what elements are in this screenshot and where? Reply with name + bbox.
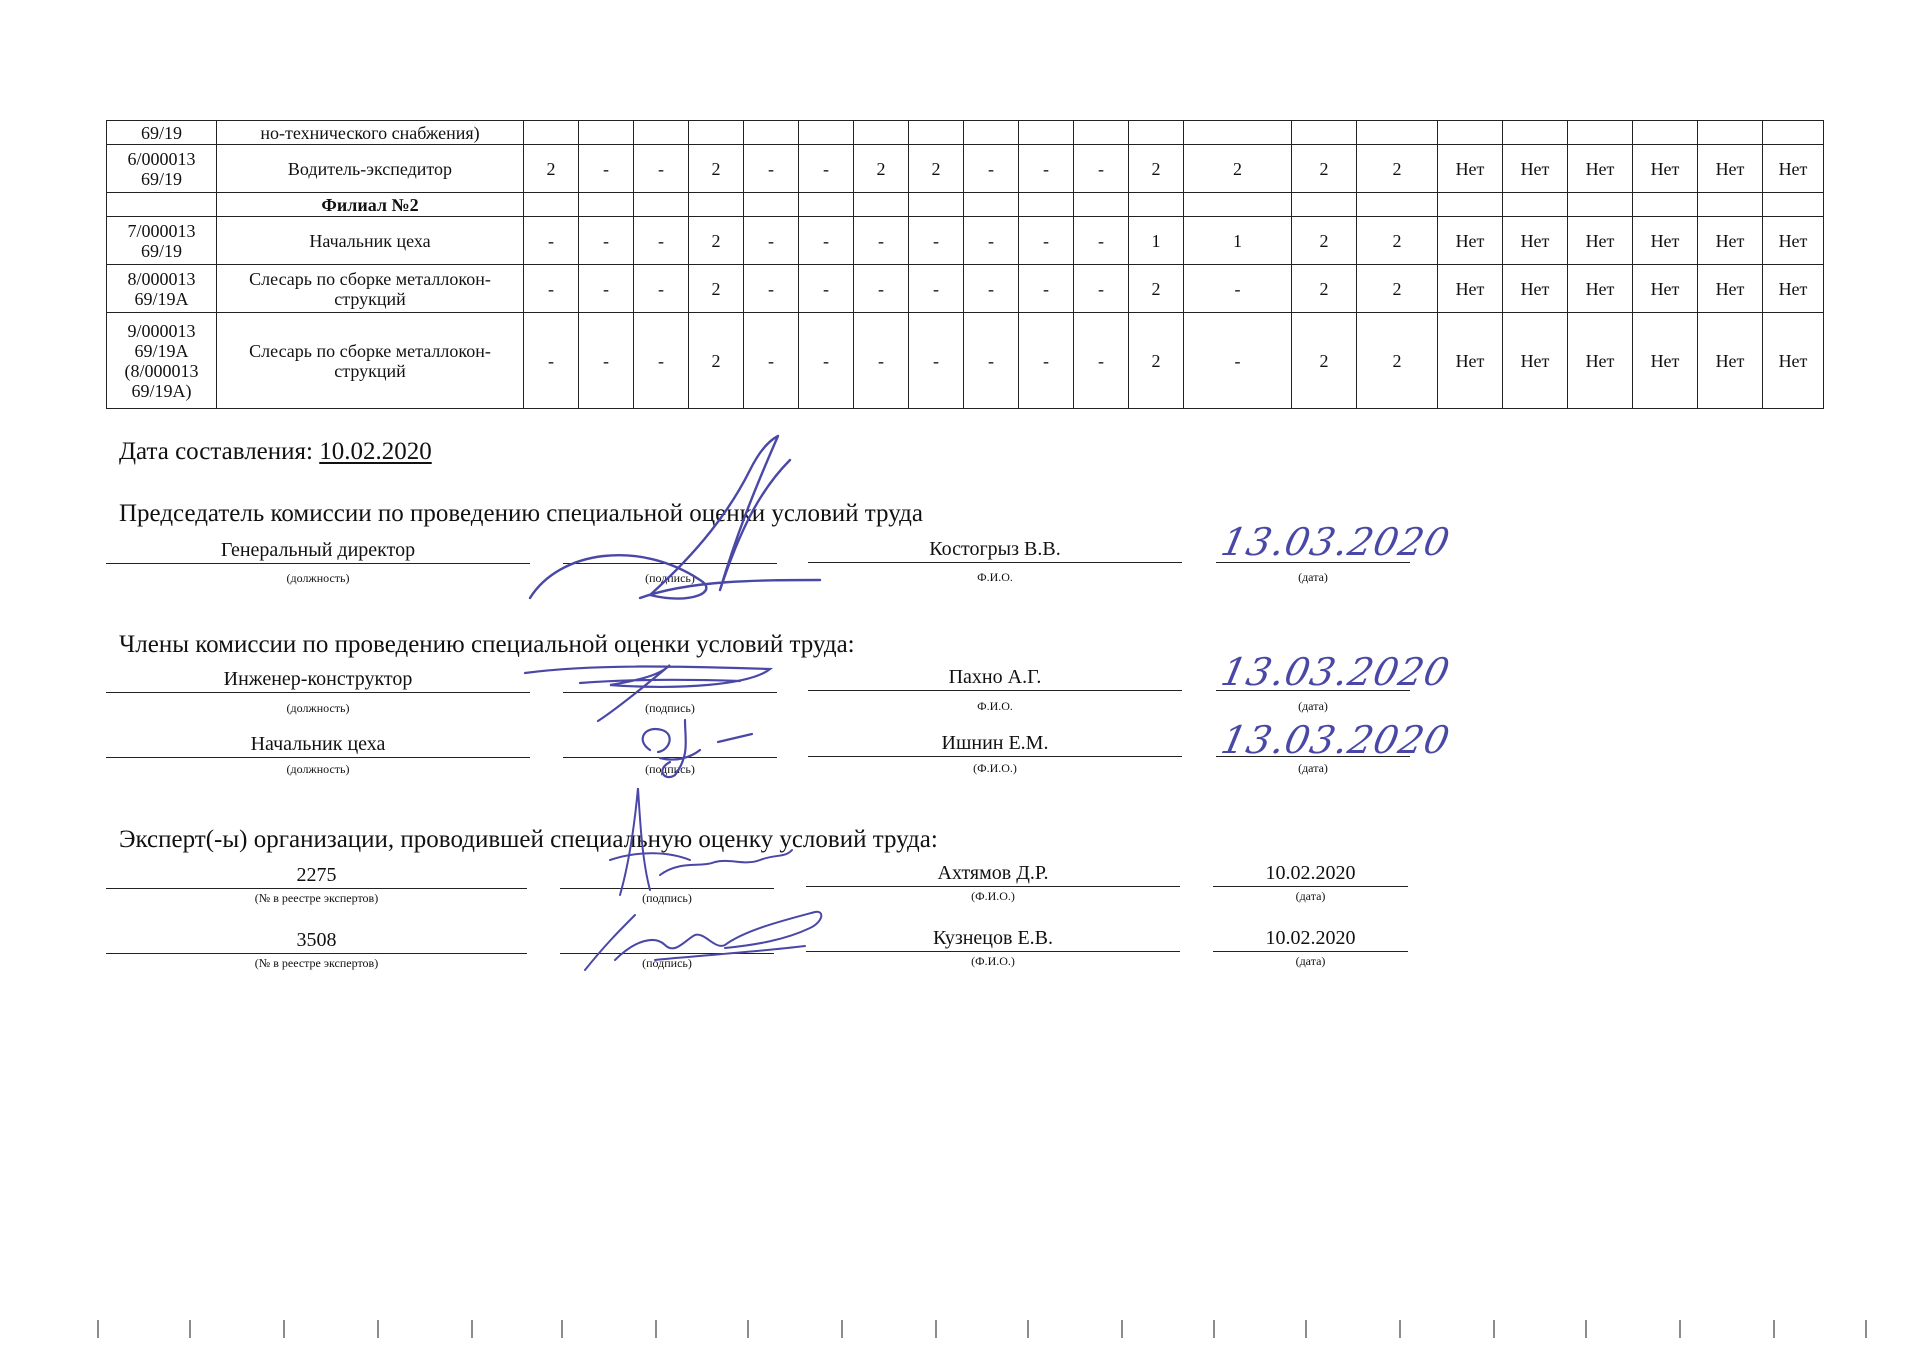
table-cell (1698, 193, 1763, 217)
table-cell (689, 121, 744, 145)
chairman-position-caption: (должность) (286, 571, 350, 585)
table-cell (854, 193, 909, 217)
table-cell (799, 121, 854, 145)
table-cell: Нет (1503, 265, 1568, 313)
member-2-date-caption: (дата) (1298, 761, 1328, 775)
table-cell: Нет (1503, 217, 1568, 265)
table-cell (1074, 193, 1129, 217)
table-cell (1763, 121, 1824, 145)
table-row (107, 217, 1824, 265)
table-cell: 2 (1357, 313, 1438, 409)
workplace-name: Слесарь по сборке металлокон- струкций (217, 265, 524, 313)
workplace-id: 8/000013 69/19А (107, 265, 217, 313)
member-1-position-caption: (должность) (286, 701, 350, 715)
table-cell: - (634, 217, 689, 265)
table-cell: - (579, 313, 634, 409)
table-cell: - (524, 265, 579, 313)
expert-2-date-line (1213, 951, 1408, 952)
table-cell: 2 (909, 145, 964, 193)
expert-2-signature (575, 900, 835, 975)
table-cell (579, 121, 634, 145)
workplace-name: Водитель-экспедитор (217, 145, 524, 193)
table-cell: - (799, 217, 854, 265)
table-cell (799, 193, 854, 217)
table-cell: - (909, 217, 964, 265)
member-1-date-caption: (дата) (1298, 699, 1328, 713)
table-cell (524, 121, 579, 145)
table-cell (1438, 193, 1503, 217)
workplace-name: Слесарь по сборке металлокон- струкций (217, 313, 524, 409)
table-cell: - (854, 217, 909, 265)
table-cell: - (1019, 313, 1074, 409)
table-cell (744, 121, 799, 145)
table-cell (1184, 121, 1292, 145)
workplace-id: 9/000013 69/19А (8/000013 69/19А) (107, 313, 217, 409)
table-cell: - (1074, 217, 1129, 265)
table-cell (1763, 193, 1824, 217)
table-cell (1019, 121, 1074, 145)
table-cell: - (1019, 217, 1074, 265)
member-1-name-caption: Ф.И.О. (977, 699, 1013, 713)
members-heading: Члены комиссии по проведению специальной оценки условий труда: (119, 631, 855, 658)
compile-date-value: 10.02.2020 (319, 438, 432, 465)
table-cell: - (744, 145, 799, 193)
table-cell (854, 121, 909, 145)
expert-2-name-line (806, 951, 1180, 952)
table-cell (1438, 121, 1503, 145)
table-cell: - (524, 217, 579, 265)
table-cell (634, 193, 689, 217)
member-1-position: Инженер-конструктор (223, 668, 413, 690)
assessment-table (106, 120, 1824, 409)
table-cell: 2 (1184, 145, 1292, 193)
table-cell (1184, 193, 1292, 217)
member-2-name: Ишнин Е.М. (941, 732, 1049, 754)
table-cell (1633, 193, 1698, 217)
table-cell: - (744, 217, 799, 265)
compile-date-label: Дата составления: (119, 438, 313, 465)
table-cell (1503, 193, 1568, 217)
member-1-name: Пахно А.Г. (948, 666, 1042, 688)
table-cell: - (579, 217, 634, 265)
member-1-handwritten-date: 13.03.2020 (1217, 650, 1455, 694)
table-cell: 2 (1129, 265, 1184, 313)
compile-date (119, 438, 432, 466)
member-2-handwritten-date: 13.03.2020 (1217, 718, 1455, 762)
table-cell: - (744, 313, 799, 409)
expert-2-registry-line (106, 953, 527, 954)
table-cell: 2 (854, 145, 909, 193)
table-row (107, 313, 1824, 409)
expert-2-name: Кузнецов Е.В. (932, 927, 1054, 949)
table-cell: - (964, 145, 1019, 193)
table-cell (1292, 193, 1357, 217)
member-2-position: Начальник цеха (250, 733, 386, 755)
table-cell: 2 (1292, 217, 1357, 265)
table-cell: 2 (524, 145, 579, 193)
expert-1-name-line (806, 886, 1180, 887)
table-row (107, 265, 1824, 313)
table-cell (1074, 121, 1129, 145)
table-cell: - (799, 145, 854, 193)
table-cell (1292, 121, 1357, 145)
table-cell (1357, 121, 1438, 145)
table-cell: Нет (1698, 145, 1763, 193)
table-cell (1129, 121, 1184, 145)
table-cell: - (1184, 265, 1292, 313)
table-cell: 1 (1129, 217, 1184, 265)
table-cell (1698, 121, 1763, 145)
table-cell: Нет (1763, 217, 1824, 265)
table-cell: 2 (689, 265, 744, 313)
table-cell (1129, 193, 1184, 217)
table-cell: - (1019, 265, 1074, 313)
expert-1-date: 10.02.2020 (1265, 862, 1356, 884)
table-cell: - (964, 265, 1019, 313)
table-cell: - (854, 313, 909, 409)
member-1-name-line (808, 690, 1182, 691)
table-row (107, 121, 1824, 145)
table-cell: - (854, 265, 909, 313)
table-cell: Нет (1763, 313, 1824, 409)
table-cell: Нет (1438, 217, 1503, 265)
table-cell: 1 (1184, 217, 1292, 265)
expert-1-registry: 2275 (296, 864, 337, 886)
table-cell: - (1074, 313, 1129, 409)
table-cell: - (964, 217, 1019, 265)
chairman-heading: Председатель комиссии по проведению специальной оценки условий труда (119, 500, 923, 527)
table-cell (1568, 121, 1633, 145)
table-cell: 2 (1292, 265, 1357, 313)
member-2-position-line (106, 757, 530, 758)
table-cell: - (964, 313, 1019, 409)
table-cell: Нет (1503, 313, 1568, 409)
table-cell: Нет (1698, 265, 1763, 313)
table-cell (579, 193, 634, 217)
member-1-signature-caption: (подпись) (645, 701, 695, 715)
section-title: Филиал №2 (217, 193, 524, 217)
table-cell: - (1074, 265, 1129, 313)
table-cell: 2 (1292, 145, 1357, 193)
workplace-name: но-технического снабжения) (217, 121, 524, 145)
chairman-date-caption: (дата) (1298, 570, 1328, 584)
table-cell: - (634, 145, 689, 193)
table-cell: 2 (689, 313, 744, 409)
table-cell: 2 (689, 217, 744, 265)
scan-edge-marks (0, 1318, 1920, 1340)
table-cell (524, 193, 579, 217)
chairman-position: Генеральный директор (220, 539, 416, 561)
table-cell (1357, 193, 1438, 217)
table-cell: - (634, 313, 689, 409)
table-cell: 2 (1357, 265, 1438, 313)
table-cell (1503, 121, 1568, 145)
expert-1-signature (580, 780, 800, 900)
expert-2-date-caption: (дата) (1295, 954, 1326, 968)
member-2-signature-caption: (подпись) (645, 762, 695, 776)
workplace-id: 7/000013 69/19 (107, 217, 217, 265)
expert-1-signature-caption: (подпись) (642, 891, 692, 905)
table-cell: Нет (1633, 313, 1698, 409)
table-cell: Нет (1763, 265, 1824, 313)
member-2-name-line (808, 756, 1182, 757)
table-cell: - (634, 265, 689, 313)
table-cell: - (579, 145, 634, 193)
table-cell: - (744, 265, 799, 313)
table-section-row (107, 193, 1824, 217)
table-cell (1633, 121, 1698, 145)
table-cell: Нет (1568, 217, 1633, 265)
workplace-name: Начальник цеха (217, 217, 524, 265)
table-cell: 2 (1129, 313, 1184, 409)
member-2-name-caption: (Ф.И.О.) (973, 761, 1017, 775)
table-cell: Нет (1633, 217, 1698, 265)
chairman-name: Костогрыз В.В. (929, 538, 1061, 560)
table-cell: Нет (1633, 265, 1698, 313)
expert-2-registry-caption: (№ в реестре экспертов) (254, 956, 379, 970)
member-2-signature (630, 710, 770, 785)
table-cell (634, 121, 689, 145)
chairman-signature-caption: (подпись) (645, 571, 695, 585)
table-cell: Нет (1568, 265, 1633, 313)
chairman-position-line (106, 563, 530, 564)
table-cell: - (799, 313, 854, 409)
table-cell: - (909, 265, 964, 313)
table-cell: Нет (1438, 265, 1503, 313)
table-cell (1019, 193, 1074, 217)
expert-2-signature-caption: (подпись) (642, 956, 692, 970)
expert-1-name-caption: (Ф.И.О.) (971, 889, 1015, 903)
table-cell: Нет (1503, 145, 1568, 193)
experts-heading: Эксперт(-ы) организации, проводившей специальную оценку условий труда: (119, 826, 938, 853)
chairman-name-caption: Ф.И.О. (977, 570, 1013, 584)
workplace-id: 6/000013 69/19 (107, 145, 217, 193)
table-cell: - (1019, 145, 1074, 193)
table-cell: - (524, 313, 579, 409)
table-cell: Нет (1698, 313, 1763, 409)
table-cell: Нет (1763, 145, 1824, 193)
table-cell (689, 193, 744, 217)
table-cell: 2 (1357, 217, 1438, 265)
table-cell (744, 193, 799, 217)
table-cell (909, 193, 964, 217)
table-cell: - (909, 313, 964, 409)
chairman-name-line (808, 562, 1182, 563)
chairman-signature (520, 430, 840, 610)
table-cell: Нет (1438, 145, 1503, 193)
table-cell: - (579, 265, 634, 313)
expert-1-registry-caption: (№ в реестре экспертов) (254, 891, 379, 905)
table-cell: Нет (1698, 217, 1763, 265)
expert-2-date: 10.02.2020 (1265, 927, 1356, 949)
table-cell: 2 (1357, 145, 1438, 193)
expert-1-registry-line (106, 888, 527, 889)
table-cell (964, 121, 1019, 145)
table-cell: 2 (1292, 313, 1357, 409)
table-cell (1568, 193, 1633, 217)
member-2-position-caption: (должность) (286, 762, 350, 776)
expert-2-name-caption: (Ф.И.О.) (971, 954, 1015, 968)
chairman-handwritten-date: 13.03.2020 (1217, 520, 1455, 564)
table-cell: 2 (1129, 145, 1184, 193)
workplace-id: 69/19 (107, 121, 217, 145)
table-cell: - (1184, 313, 1292, 409)
table-cell: 2 (689, 145, 744, 193)
table-cell: - (799, 265, 854, 313)
table-cell: Нет (1438, 313, 1503, 409)
table-cell: Нет (1633, 145, 1698, 193)
table-row (107, 145, 1824, 193)
table-cell: Нет (1568, 145, 1633, 193)
table-cell (909, 121, 964, 145)
member-1-position-line (106, 692, 530, 693)
table-cell (964, 193, 1019, 217)
expert-1-date-caption: (дата) (1295, 889, 1326, 903)
table-cell (107, 193, 217, 217)
table-cell: - (1074, 145, 1129, 193)
expert-1-date-line (1213, 886, 1408, 887)
expert-1-name: Ахтямов Д.Р. (937, 862, 1049, 884)
table-cell: Нет (1568, 313, 1633, 409)
expert-2-registry: 3508 (296, 929, 337, 951)
